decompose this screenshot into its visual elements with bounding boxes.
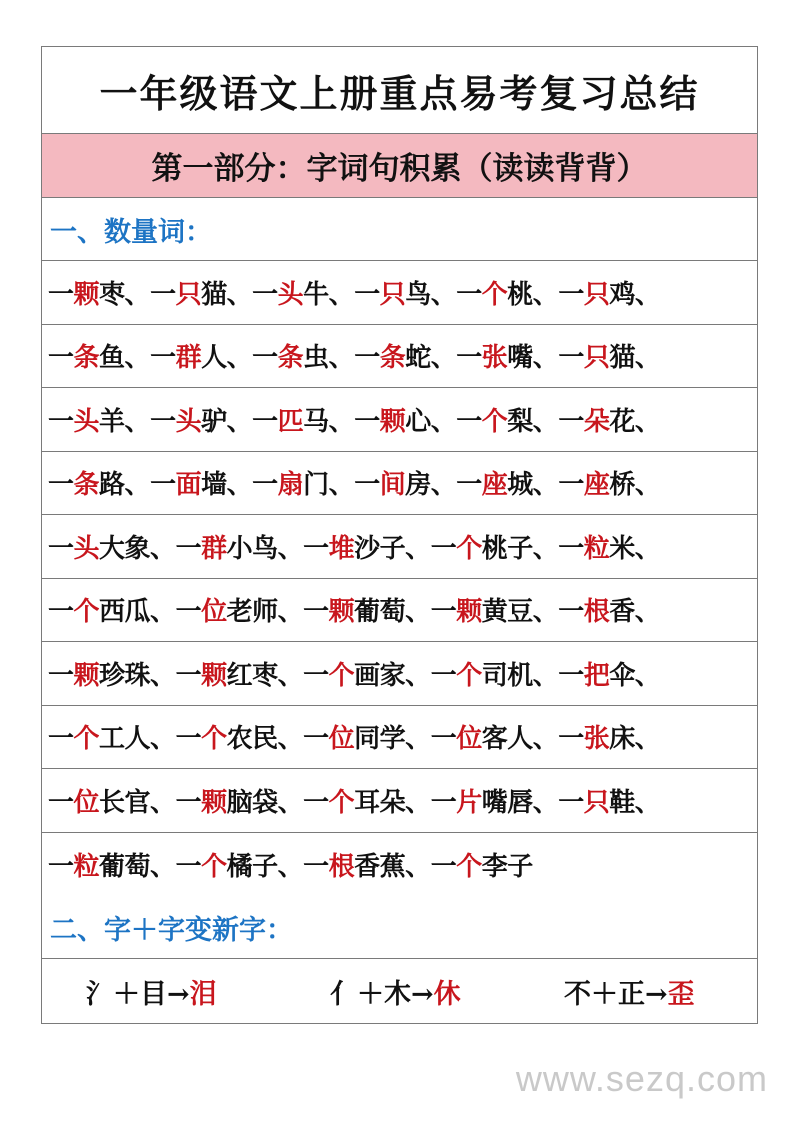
measure-word-line xyxy=(42,325,757,389)
noun: 桥 xyxy=(609,470,635,501)
section-heading-character-combination: 二、字＋字变新字： xyxy=(42,896,757,959)
measure-word: 粒 xyxy=(73,851,100,882)
measure-word-phrase xyxy=(456,464,558,501)
separator: 、 xyxy=(532,279,559,310)
separator: 、 xyxy=(226,406,253,437)
measure-word: 位 xyxy=(73,787,100,818)
numeral: 一 xyxy=(456,279,482,310)
measure-word: 条 xyxy=(379,343,406,374)
numeral: 一 xyxy=(456,343,482,374)
noun: 鸟 xyxy=(405,279,431,310)
numeral: 一 xyxy=(252,279,278,310)
noun: 蛇 xyxy=(405,343,431,374)
noun: 香蕉 xyxy=(354,851,406,882)
numeral: 一 xyxy=(150,343,176,374)
numeral: 一 xyxy=(175,597,202,628)
noun: 嘴唇 xyxy=(481,787,533,818)
measure-word-phrase xyxy=(48,846,176,883)
separator: 、 xyxy=(532,343,559,374)
noun: 工人 xyxy=(99,724,151,755)
numeral: 一 xyxy=(430,533,457,564)
separator: 、 xyxy=(634,724,661,755)
numeral: 一 xyxy=(150,470,176,501)
measure-word: 个 xyxy=(456,851,482,882)
measure-word-phrase xyxy=(48,655,176,692)
review-sheet xyxy=(41,46,758,1024)
measure-word-phrase xyxy=(558,464,660,501)
numeral: 一 xyxy=(558,533,584,564)
measure-word: 头 xyxy=(73,533,100,564)
separator: 、 xyxy=(405,597,431,628)
noun: 嘴 xyxy=(507,343,533,374)
measure-word-phrase xyxy=(48,464,150,501)
measure-word-line xyxy=(42,515,757,579)
noun: 珍珠 xyxy=(99,660,151,691)
numeral: 一 xyxy=(175,724,202,755)
numeral: 一 xyxy=(456,406,482,437)
measure-word: 座 xyxy=(583,470,610,501)
noun: 虫 xyxy=(303,343,329,374)
noun: 脑袋 xyxy=(226,787,278,818)
measure-word-phrase xyxy=(456,337,558,374)
measure-word: 扇 xyxy=(277,470,304,501)
measure-word: 根 xyxy=(583,597,610,628)
separator: 、 xyxy=(277,724,304,755)
measure-word: 条 xyxy=(277,343,304,374)
measure-word: 间 xyxy=(379,470,406,501)
numeral: 一 xyxy=(48,724,74,755)
noun: 葡萄 xyxy=(99,851,151,882)
numeral: 一 xyxy=(175,533,202,564)
measure-word-phrase xyxy=(48,401,150,438)
measure-word-phrase xyxy=(303,782,431,819)
measure-word: 个 xyxy=(73,597,100,628)
noun: 心 xyxy=(405,406,431,437)
measure-word: 张 xyxy=(583,724,610,755)
measure-word-phrase xyxy=(176,528,304,565)
measure-word: 只 xyxy=(175,279,202,310)
noun: 枣 xyxy=(99,279,125,310)
separator: 、 xyxy=(150,597,176,628)
noun: 大象 xyxy=(99,533,151,564)
noun: 花 xyxy=(609,406,635,437)
measure-word-phrase xyxy=(252,464,354,501)
noun: 鱼 xyxy=(99,343,125,374)
measure-word-phrase xyxy=(150,464,252,501)
numeral: 一 xyxy=(456,470,482,501)
numeral: 一 xyxy=(48,851,74,882)
measure-word: 颗 xyxy=(379,406,406,437)
numeral: 一 xyxy=(150,279,176,310)
measure-word-phrase xyxy=(303,846,431,883)
noun: 葡萄 xyxy=(354,597,406,628)
measure-word: 只 xyxy=(583,343,610,374)
measure-word-line xyxy=(42,452,757,516)
measure-word-phrase xyxy=(48,337,150,374)
noun: 墙 xyxy=(201,470,227,501)
measure-word-phrase xyxy=(48,528,176,565)
numeral: 一 xyxy=(175,851,202,882)
separator: 、 xyxy=(634,470,661,501)
measure-word-phrase xyxy=(150,274,252,311)
equation-expression: 不＋正→ xyxy=(564,978,668,1010)
measure-word-phrase xyxy=(176,655,304,692)
separator: 、 xyxy=(277,787,304,818)
measure-word-phrase xyxy=(48,718,176,755)
measure-word-line xyxy=(42,579,757,643)
separator: 、 xyxy=(150,724,176,755)
noun: 梨 xyxy=(507,406,533,437)
measure-word-phrase xyxy=(354,464,456,501)
separator: 、 xyxy=(124,470,151,501)
measure-word-phrase xyxy=(431,718,559,755)
separator: 、 xyxy=(124,406,151,437)
separator: 、 xyxy=(277,533,304,564)
separator: 、 xyxy=(532,533,559,564)
noun: 路 xyxy=(99,470,125,501)
numeral: 一 xyxy=(252,406,278,437)
measure-word-line xyxy=(42,706,757,770)
numeral: 一 xyxy=(252,343,278,374)
measure-word: 根 xyxy=(328,851,355,882)
measure-word: 头 xyxy=(73,406,100,437)
numeral: 一 xyxy=(303,851,329,882)
numeral: 一 xyxy=(430,724,457,755)
noun: 伞 xyxy=(609,660,635,691)
separator: 、 xyxy=(405,787,431,818)
separator: 、 xyxy=(277,660,304,691)
noun: 画家 xyxy=(354,660,406,691)
numeral: 一 xyxy=(558,787,584,818)
noun: 鞋 xyxy=(609,787,635,818)
numeral: 一 xyxy=(48,279,74,310)
numeral: 一 xyxy=(354,470,380,501)
measure-word: 匹 xyxy=(277,406,304,437)
measure-word: 颗 xyxy=(201,787,227,818)
measure-word: 只 xyxy=(583,279,610,310)
numeral: 一 xyxy=(430,851,457,882)
separator: 、 xyxy=(634,660,661,691)
measure-word: 颗 xyxy=(201,660,227,691)
noun: 门 xyxy=(303,470,329,501)
measure-word: 堆 xyxy=(328,533,355,564)
numeral: 一 xyxy=(558,406,584,437)
separator: 、 xyxy=(226,343,253,374)
separator: 、 xyxy=(226,279,253,310)
separator: 、 xyxy=(150,787,176,818)
separator: 、 xyxy=(532,406,559,437)
numeral: 一 xyxy=(303,787,329,818)
noun: 橘子 xyxy=(226,851,278,882)
equation-expression: 氵＋目→ xyxy=(86,978,190,1010)
noun: 红枣 xyxy=(226,660,278,691)
measure-word-line xyxy=(42,769,757,833)
measure-word: 个 xyxy=(456,533,482,564)
measure-word-phrase xyxy=(176,846,304,883)
numeral: 一 xyxy=(558,470,584,501)
measure-word-phrase xyxy=(48,274,150,311)
noun: 城 xyxy=(507,470,533,501)
measure-word: 个 xyxy=(328,787,355,818)
noun: 同学 xyxy=(354,724,406,755)
noun: 羊 xyxy=(99,406,125,437)
separator: 、 xyxy=(405,660,431,691)
section-heading-measure-words: 一、数量词： xyxy=(42,198,757,261)
measure-word-phrase xyxy=(431,655,559,692)
numeral: 一 xyxy=(558,343,584,374)
measure-word-phrase xyxy=(354,274,456,311)
separator: 、 xyxy=(430,343,457,374)
measure-word: 面 xyxy=(175,470,202,501)
measure-word-phrase xyxy=(48,782,176,819)
numeral: 一 xyxy=(303,724,329,755)
separator: 、 xyxy=(634,406,661,437)
separator: 、 xyxy=(328,279,355,310)
measure-word: 粒 xyxy=(583,533,610,564)
noun: 香 xyxy=(609,597,635,628)
measure-word-phrase xyxy=(303,591,431,628)
separator: 、 xyxy=(430,470,457,501)
measure-word-phrase xyxy=(150,337,252,374)
measure-word-line xyxy=(42,261,757,325)
measure-word-line xyxy=(42,388,757,452)
measure-word-phrase xyxy=(431,782,559,819)
numeral: 一 xyxy=(48,660,74,691)
numeral: 一 xyxy=(558,724,584,755)
measure-word-phrase xyxy=(303,655,431,692)
separator: 、 xyxy=(405,851,431,882)
measure-word: 头 xyxy=(277,279,304,310)
noun: 桃 xyxy=(507,279,533,310)
numeral: 一 xyxy=(558,660,584,691)
noun: 米 xyxy=(609,533,635,564)
measure-word-phrase xyxy=(252,337,354,374)
measure-word-phrase xyxy=(558,337,660,374)
measure-word-phrase xyxy=(354,401,456,438)
noun: 猫 xyxy=(201,279,227,310)
noun: 黄豆 xyxy=(481,597,533,628)
measure-word-phrase xyxy=(303,528,431,565)
separator: 、 xyxy=(430,279,457,310)
noun: 床 xyxy=(609,724,635,755)
separator: 、 xyxy=(277,851,304,882)
separator: 、 xyxy=(328,406,355,437)
noun: 房 xyxy=(405,470,431,501)
numeral: 一 xyxy=(48,406,74,437)
measure-word: 颗 xyxy=(328,597,355,628)
measure-word: 条 xyxy=(73,470,100,501)
measure-word-phrase xyxy=(558,274,660,311)
separator: 、 xyxy=(634,787,661,818)
numeral: 一 xyxy=(150,406,176,437)
noun: 农民 xyxy=(226,724,278,755)
part-heading: 第一部分：字词句积累（读读背背） xyxy=(42,134,757,198)
noun: 小鸟 xyxy=(226,533,278,564)
measure-word: 颗 xyxy=(73,660,100,691)
measure-word-phrase xyxy=(558,591,660,628)
separator: 、 xyxy=(328,343,355,374)
measure-word-phrase xyxy=(48,591,176,628)
measure-word-phrase xyxy=(354,337,456,374)
measure-word: 个 xyxy=(328,660,355,691)
measure-word: 群 xyxy=(201,533,227,564)
measure-word-phrase xyxy=(431,591,559,628)
numeral: 一 xyxy=(430,597,457,628)
measure-word: 颗 xyxy=(73,279,100,310)
noun: 鸡 xyxy=(609,279,635,310)
noun: 耳朵 xyxy=(354,787,406,818)
measure-word: 朵 xyxy=(583,406,610,437)
measure-word: 个 xyxy=(456,660,482,691)
numeral: 一 xyxy=(558,279,584,310)
character-equation xyxy=(86,972,217,1011)
character-equation xyxy=(564,972,695,1011)
noun: 人 xyxy=(201,343,227,374)
noun: 老师 xyxy=(226,597,278,628)
separator: 、 xyxy=(634,533,661,564)
measure-word: 群 xyxy=(175,343,202,374)
measure-word: 座 xyxy=(481,470,508,501)
measure-word: 位 xyxy=(201,597,227,628)
separator: 、 xyxy=(430,406,457,437)
separator: 、 xyxy=(532,660,559,691)
measure-word-phrase xyxy=(252,274,354,311)
measure-word-phrase xyxy=(456,401,558,438)
separator: 、 xyxy=(634,597,661,628)
separator: 、 xyxy=(405,533,431,564)
separator: 、 xyxy=(226,470,253,501)
measure-word: 只 xyxy=(583,787,610,818)
numeral: 一 xyxy=(48,470,74,501)
measure-word-list xyxy=(42,261,757,896)
separator: 、 xyxy=(277,597,304,628)
separator: 、 xyxy=(532,724,559,755)
separator: 、 xyxy=(150,533,176,564)
noun: 牛 xyxy=(303,279,329,310)
noun: 驴 xyxy=(201,406,227,437)
noun: 猫 xyxy=(609,343,635,374)
noun: 马 xyxy=(303,406,329,437)
measure-word: 位 xyxy=(456,724,482,755)
measure-word: 个 xyxy=(201,724,227,755)
separator: 、 xyxy=(634,343,661,374)
noun: 长官 xyxy=(99,787,151,818)
measure-word: 片 xyxy=(456,787,482,818)
numeral: 一 xyxy=(354,406,380,437)
numeral: 一 xyxy=(430,660,457,691)
numeral: 一 xyxy=(48,597,74,628)
numeral: 一 xyxy=(48,343,74,374)
measure-word-phrase xyxy=(558,655,660,692)
numeral: 一 xyxy=(558,597,584,628)
numeral: 一 xyxy=(48,787,74,818)
measure-word: 只 xyxy=(379,279,406,310)
numeral: 一 xyxy=(48,533,74,564)
equation-result: 泪 xyxy=(189,978,217,1010)
page-title: 一年级语文上册重点易考复习总结 xyxy=(42,47,757,134)
measure-word-phrase xyxy=(431,528,559,565)
separator: 、 xyxy=(405,724,431,755)
separator: 、 xyxy=(634,279,661,310)
noun: 沙子 xyxy=(354,533,406,564)
measure-word-line xyxy=(42,833,757,897)
equation-result: 歪 xyxy=(667,978,695,1010)
measure-word: 头 xyxy=(175,406,202,437)
numeral: 一 xyxy=(175,660,202,691)
measure-word: 位 xyxy=(328,724,355,755)
measure-word: 个 xyxy=(73,724,100,755)
separator: 、 xyxy=(150,660,176,691)
noun: 司机 xyxy=(481,660,533,691)
numeral: 一 xyxy=(303,597,329,628)
measure-word-phrase xyxy=(303,718,431,755)
measure-word-phrase xyxy=(431,846,533,883)
measure-word-phrase xyxy=(252,401,354,438)
character-equation xyxy=(330,972,461,1011)
measure-word: 个 xyxy=(201,851,227,882)
noun: 桃子 xyxy=(481,533,533,564)
numeral: 一 xyxy=(354,279,380,310)
numeral: 一 xyxy=(175,787,202,818)
equation-result: 休 xyxy=(433,978,461,1010)
noun: 李子 xyxy=(481,851,533,882)
equation-expression: 亻＋木→ xyxy=(330,978,434,1010)
noun: 客人 xyxy=(481,724,533,755)
separator: 、 xyxy=(124,279,151,310)
measure-word: 把 xyxy=(583,660,610,691)
separator: 、 xyxy=(150,851,176,882)
measure-word-phrase xyxy=(558,782,660,819)
noun: 西瓜 xyxy=(99,597,151,628)
measure-word: 个 xyxy=(481,406,508,437)
measure-word-phrase xyxy=(558,528,660,565)
measure-word: 条 xyxy=(73,343,100,374)
numeral: 一 xyxy=(303,660,329,691)
measure-word-phrase xyxy=(176,718,304,755)
measure-word-phrase xyxy=(150,401,252,438)
character-equation-row xyxy=(42,959,757,1023)
separator: 、 xyxy=(124,343,151,374)
numeral: 一 xyxy=(252,470,278,501)
numeral: 一 xyxy=(303,533,329,564)
watermark: www.sezq.com xyxy=(515,1058,768,1099)
separator: 、 xyxy=(532,470,559,501)
measure-word-line xyxy=(42,642,757,706)
separator: 、 xyxy=(532,597,559,628)
measure-word-phrase xyxy=(176,782,304,819)
measure-word-phrase xyxy=(558,401,660,438)
measure-word-phrase xyxy=(176,591,304,628)
separator: 、 xyxy=(328,470,355,501)
numeral: 一 xyxy=(430,787,457,818)
measure-word: 颗 xyxy=(456,597,482,628)
numeral: 一 xyxy=(354,343,380,374)
separator: 、 xyxy=(532,787,559,818)
measure-word-phrase xyxy=(456,274,558,311)
measure-word: 张 xyxy=(481,343,508,374)
measure-word-phrase xyxy=(558,718,660,755)
measure-word: 个 xyxy=(481,279,508,310)
